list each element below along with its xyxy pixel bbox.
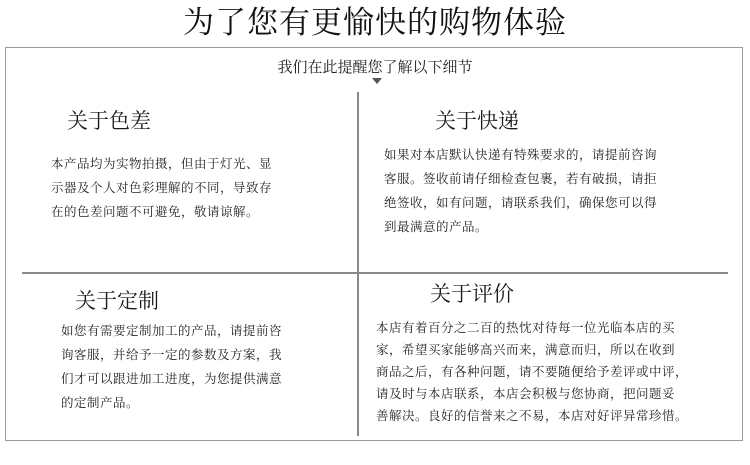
review-line: 家，希望买家能够高兴而来，满意而归，所以在收到 bbox=[376, 342, 676, 357]
custom-body bbox=[61, 319, 282, 415]
shipping-body bbox=[384, 143, 657, 239]
horizontal-divider bbox=[22, 272, 728, 274]
vertical-divider bbox=[357, 92, 359, 436]
color-diff-line: 本产品均为实物拍摄，但由于灯光、显 bbox=[51, 156, 273, 171]
shipping-line: 绝签收，如有问题，请联系我们，确保您可以得 bbox=[384, 195, 658, 210]
custom-title: 关于定制 bbox=[75, 289, 159, 313]
shipping-line: 如果对本店默认快递有特殊要求的，请提前咨询 bbox=[384, 147, 658, 162]
color-diff-body bbox=[51, 152, 272, 224]
shipping-line: 客服。签收前请仔细检查包裹，若有破损，请拒 bbox=[384, 171, 658, 186]
color-diff-line: 示器及个人对色彩理解的不同，导致存 bbox=[51, 180, 273, 195]
down-arrow-icon bbox=[372, 78, 382, 84]
color-diff-line: 在的色差问题不可避免，敬请谅解。 bbox=[51, 204, 260, 219]
shipping-title: 关于快递 bbox=[435, 109, 519, 133]
page-title: 为了您有更愉快的购物体验 bbox=[183, 5, 567, 41]
custom-line: 的定制产品。 bbox=[61, 395, 140, 410]
custom-line: 们才可以跟进加工进度，为您提供满意 bbox=[61, 371, 283, 386]
review-title: 关于评价 bbox=[430, 282, 514, 306]
review-line: 商品之后，有各种问题，请不要随便给予差评或中评， bbox=[376, 364, 689, 379]
custom-line: 如您有需要定制加工的产品，请提前咨 bbox=[61, 323, 283, 338]
custom-line: 询客服，并给予一定的参数及方案，我 bbox=[61, 347, 283, 362]
shipping-line: 到最满意的产品。 bbox=[384, 219, 489, 234]
review-line: 请及时与本店联系，本店会积极与您协商，把问题妥 bbox=[376, 386, 676, 401]
reminder-text: 我们在此提醒您了解以下细节 bbox=[277, 58, 473, 76]
review-body bbox=[376, 317, 688, 427]
review-line: 善解决。良好的信誉来之不易，本店对好评异常珍惜。 bbox=[376, 408, 689, 423]
color-diff-title: 关于色差 bbox=[67, 109, 151, 133]
review-line: 本店有着百分之二百的热忱对待每一位光临本店的买 bbox=[376, 320, 676, 335]
